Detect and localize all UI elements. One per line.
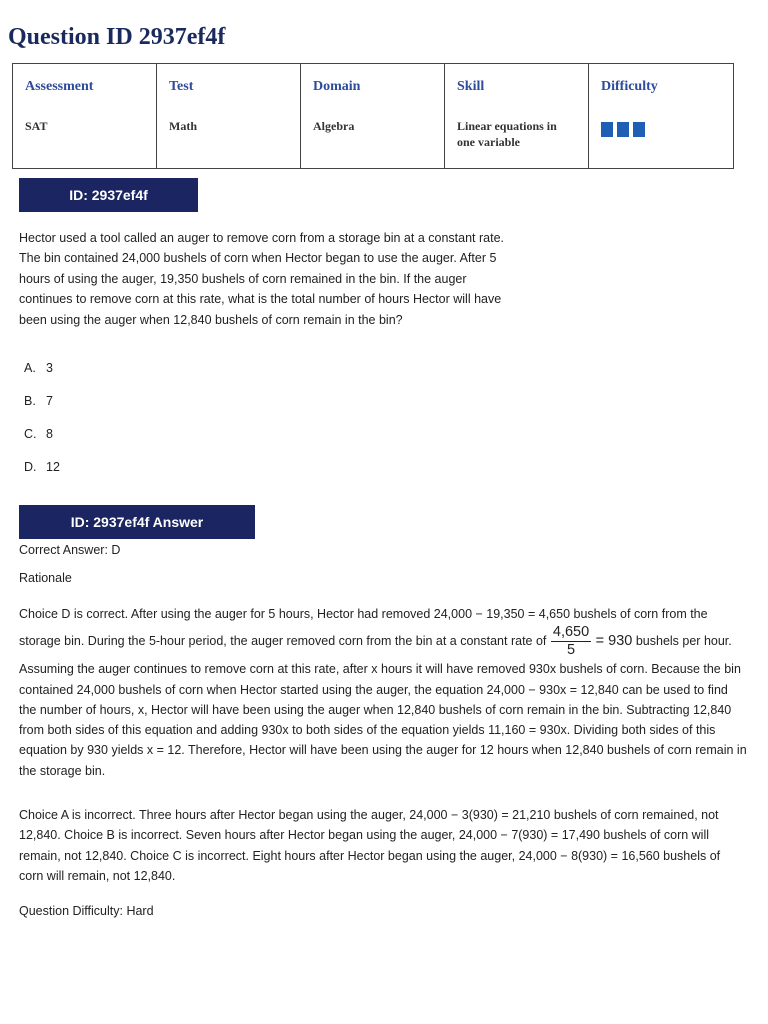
meta-header-domain: Domain [313,79,361,94]
choice-a [24,360,53,376]
meta-cell-difficulty [589,64,734,169]
question-id-banner: ID: 2937ef4f [19,178,198,212]
question-difficulty: Question Difficulty: Hard [19,904,154,918]
fraction-result: = 930 [595,633,633,650]
meta-cell-domain [301,64,445,169]
meta-cell-test [157,64,301,169]
meta-header-test: Test [169,79,194,94]
difficulty-bar [633,122,645,137]
rationale-p1-start: Choice D is correct. After using the auger for 5 hours, Hector had removed 24,000 − 19,350 = 4,650 bushels of corn from the storage bin. During the 5-hour period, the auger removed corn from the bin at a constant rate of [19,607,708,649]
rationale-paragraph-1 [19,604,747,781]
meta-value-assessment: SAT [25,119,48,133]
question-text: Hector used a tool called an auger to remove corn from a storage bin at a constant rate. The bin contained 24,000 bushels of corn when Hector began to use the auger. After 5 hours of using the auger, 19,350 bushels of corn remained in the bin. If the auger continues to remove corn at this rate, what is the total number of hours Hector will have been using the auger when 12,840 bushels of corn remain in the bin? [19,231,504,327]
meta-cell-assessment [13,64,157,169]
rationale-label: Rationale [19,571,72,585]
choice-a-text: 3 [46,361,53,375]
choice-b-letter: B. [24,394,36,408]
answer-id-banner: ID: 2937ef4f Answer [19,505,255,539]
choice-b [24,393,53,409]
choice-d [24,459,60,475]
meta-header-skill: Skill [457,79,485,94]
meta-header-assessment: Assessment [25,79,94,94]
choice-b-text: 7 [46,394,53,408]
meta-cell-skill [445,64,589,169]
rationale-paragraph-2: Choice A is incorrect. Three hours after Hector began using the auger, 24,000 − 3(930) = 21,210 bushels of corn remained, not 12,840. Choice B is incorrect. Seven hours after Hector began using the auger, 24,000 − 7(930) = 17,490 bushels of corn will remain, not 12,840. Choice C is incorrect. Eight hours after Hector began using the auger, 24,000 − 8(930) = 16,560 bushels of corn will remain, not 12,840. [19,808,721,883]
choice-c-text: 8 [46,427,53,441]
rate-fraction [551,624,591,659]
difficulty-indicator [601,122,721,137]
difficulty-bar [601,122,613,137]
choice-c-letter: C. [24,427,37,441]
difficulty-bar [617,122,629,137]
question-meta-table [12,63,734,169]
fraction-denominator: 5 [566,642,576,659]
page-title: Question ID 2937ef4f [8,24,226,50]
choice-a-letter: A. [24,361,36,375]
meta-header-difficulty: Difficulty [601,79,658,94]
rationale-p1-end: bushels per hour. Assuming the auger continues to remove corn at this rate, after x hours it will have removed 930x bushels of corn. Because the bin contained 24,000 bushels of corn when Hector started using the auger, the equation 24,000 − 930x = 12,840 can be used to find the number of hours, x, Hector will have been using the auger when 12,840 bushels of corn remain in the bin. Subtracting 12,840 from both sides of this equation and adding 930x to both sides of the equation yields 11,160 = 930x. Dividing both sides of this equation by 930 yields x = 12. Therefore, Hector will have been using the auger for 12 hours when 12,840 bushels of corn remain in the storage bin. [19,634,747,778]
choice-d-letter: D. [24,460,37,474]
meta-value-test: Math [169,119,197,133]
fraction-numerator: 4,650 [552,624,590,641]
meta-value-domain: Algebra [313,119,355,133]
choice-d-text: 12 [46,460,60,474]
correct-answer: Correct Answer: D [19,543,121,557]
choice-c [24,426,53,442]
meta-value-skill: Linear equations in one variable [457,119,557,149]
